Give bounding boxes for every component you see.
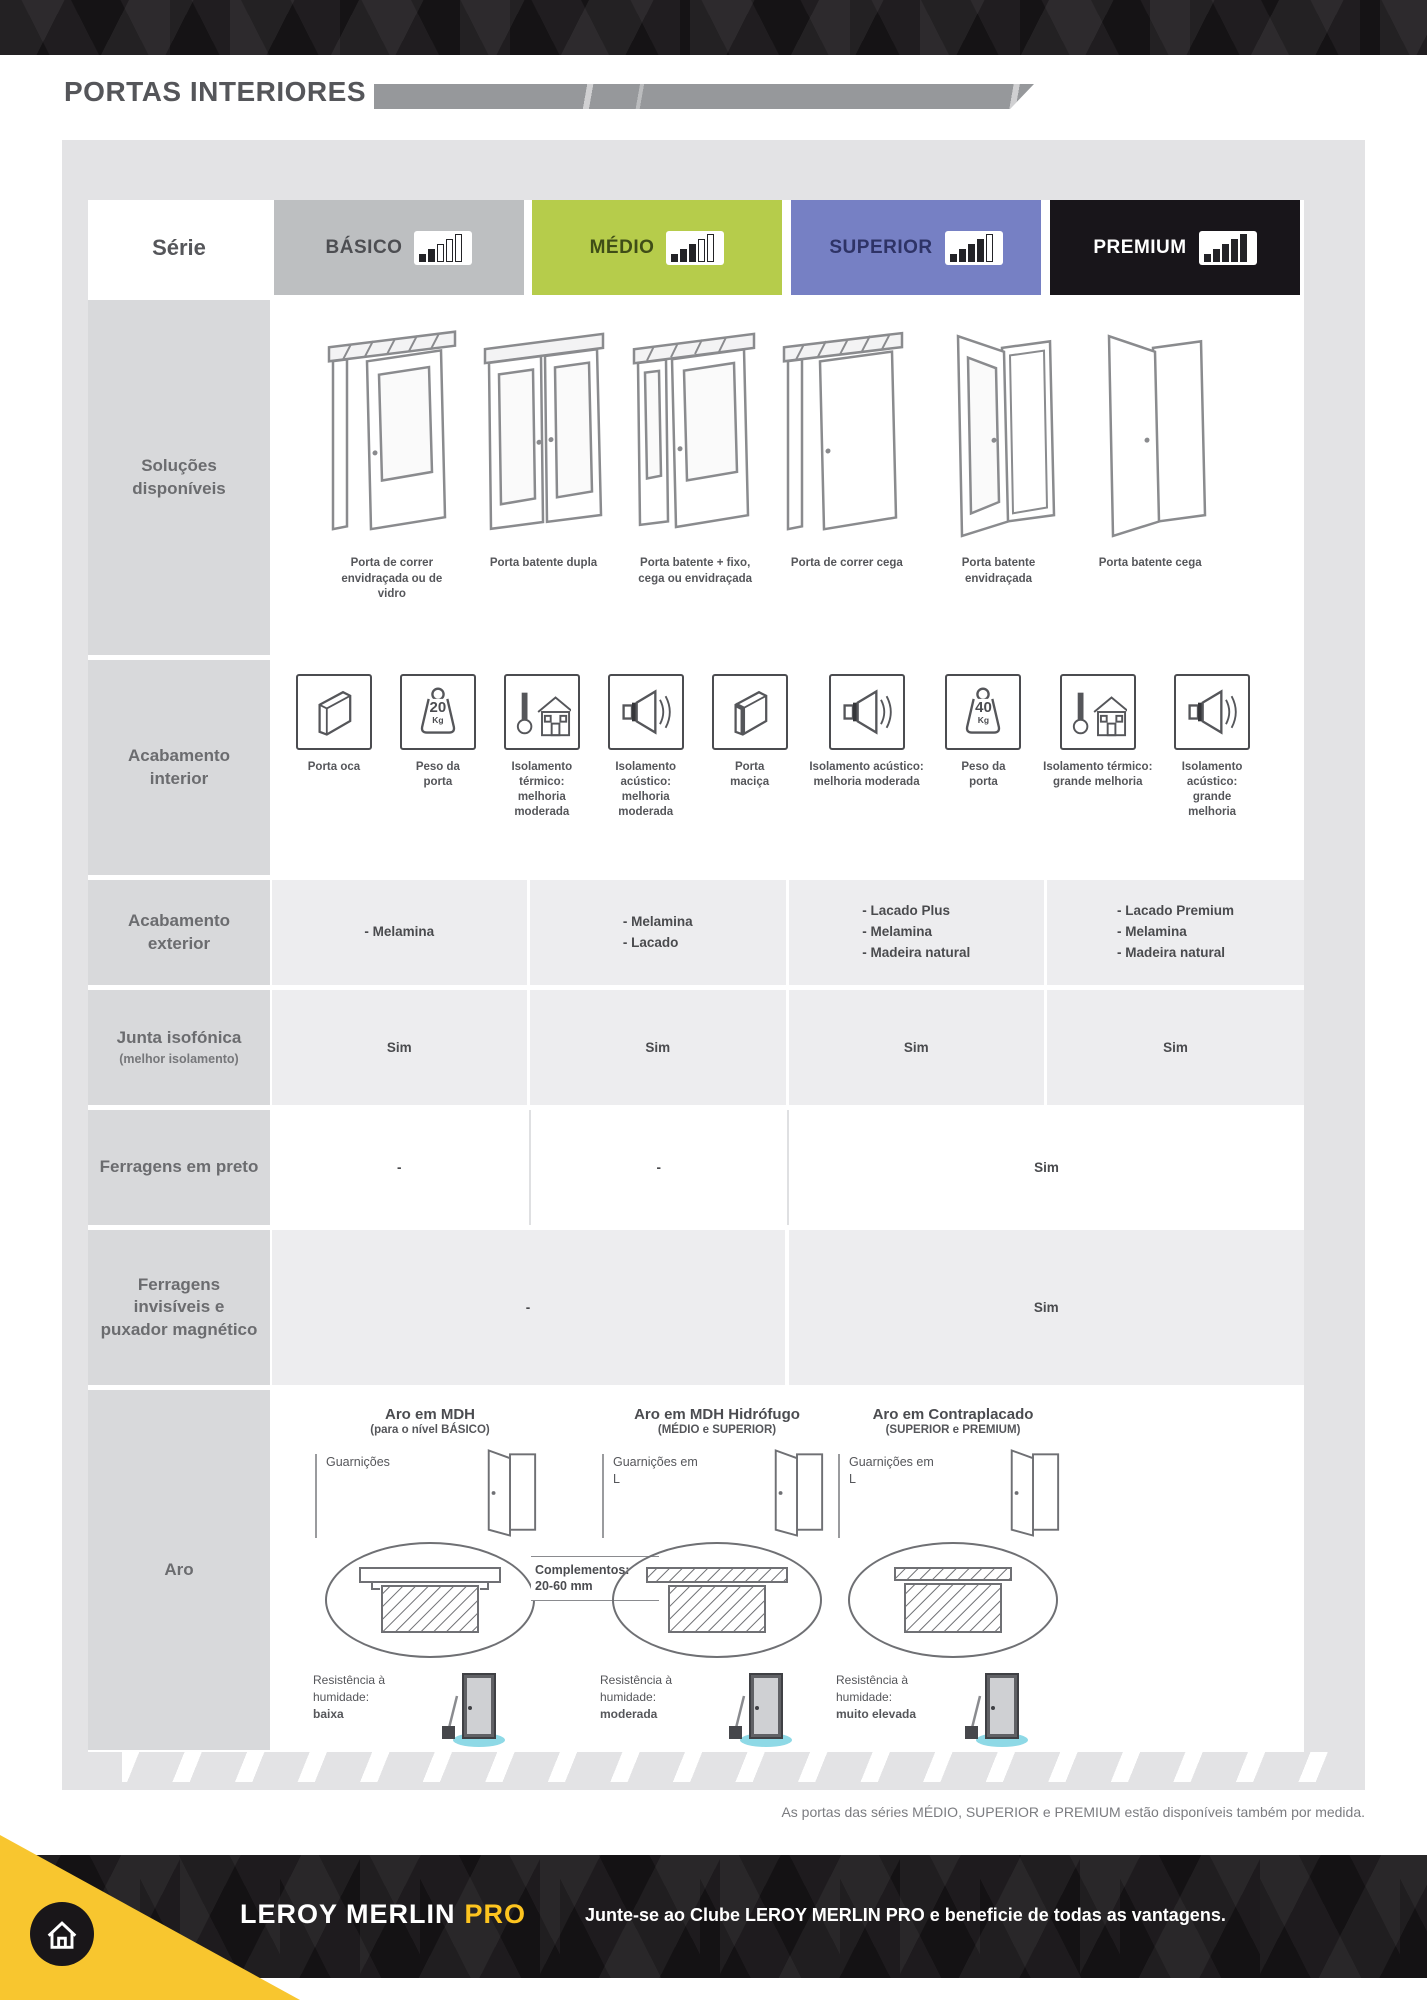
signal-strength-icon bbox=[414, 231, 472, 265]
resistencia-label: Resistência à humidade: bbox=[836, 1673, 909, 1704]
exterior-cell-superior bbox=[789, 880, 1045, 985]
interior-feature-item bbox=[698, 674, 802, 875]
brand-text: LEROY MERLIN bbox=[240, 1899, 456, 1929]
interior-caption: Peso da porta bbox=[415, 761, 460, 788]
row-label-acabamento-interior: Acabamento interior bbox=[88, 660, 270, 875]
thermal-insulation-icon bbox=[504, 674, 580, 750]
interior-feature-item bbox=[594, 674, 698, 875]
interior-feature-item bbox=[1160, 674, 1264, 875]
door-section-hollow-icon bbox=[296, 674, 372, 750]
acoustic-insulation-icon bbox=[829, 674, 905, 750]
interior-feature-item bbox=[490, 674, 594, 875]
leader-line bbox=[838, 1454, 840, 1538]
footnote: As portas das séries MÉDIO, SUPERIOR e PREMIUM estão disponíveis também por medida. bbox=[781, 1804, 1365, 1820]
exterior-line: - Madeira natural bbox=[862, 944, 971, 960]
interior-feature-item bbox=[282, 674, 386, 875]
leader-line bbox=[315, 1454, 317, 1538]
interior-caption: Peso da porta bbox=[961, 761, 1006, 788]
comparison-table bbox=[62, 140, 1365, 1790]
resistencia-value: baixa bbox=[313, 1706, 344, 1721]
series-name: PREMIUM bbox=[1093, 236, 1187, 258]
exterior-line: - Melamina bbox=[862, 924, 933, 940]
guarnicoes-label: Guarnições bbox=[326, 1455, 390, 1469]
exterior-cell-premium bbox=[1047, 880, 1304, 985]
guarnicoes-row bbox=[582, 1446, 852, 1542]
resistencia-row bbox=[582, 1672, 852, 1750]
guarnicoes-row bbox=[295, 1446, 565, 1542]
footer-tagline: Junte-se ao Clube LEROY MERLIN PRO e beneficie de todas as vantagens. bbox=[585, 1905, 1226, 1925]
top-pattern-bar bbox=[0, 0, 1427, 55]
row-label-aro: Aro bbox=[88, 1390, 270, 1750]
resistencia-text bbox=[836, 1672, 944, 1722]
resistencia-text bbox=[600, 1672, 708, 1722]
resistencia-row bbox=[295, 1672, 565, 1750]
exterior-line: - Lacado bbox=[622, 934, 679, 950]
weight-value: 40 Kg bbox=[975, 699, 992, 725]
weight-icon bbox=[945, 674, 1021, 750]
house-icon bbox=[42, 1914, 82, 1954]
interior-caption: Isolamento térmico: melhoria moderada bbox=[511, 761, 573, 818]
home-logo-badge bbox=[30, 1902, 94, 1966]
series-name: SUPERIOR bbox=[829, 236, 933, 258]
door-hinged-blind-illustration bbox=[1075, 318, 1225, 544]
ferragens-preto-cell-basico: - bbox=[270, 1110, 529, 1225]
leader-line bbox=[602, 1454, 604, 1538]
humidity-door-icon bbox=[722, 1666, 794, 1750]
interior-feature-item bbox=[1035, 674, 1160, 875]
resistencia-text bbox=[313, 1672, 421, 1722]
humidity-door-icon bbox=[435, 1666, 507, 1750]
signal-strength-icon bbox=[666, 231, 724, 265]
title-decoration-bar bbox=[374, 84, 1034, 109]
exterior-line: - Madeira natural bbox=[1116, 944, 1226, 960]
door-solution-item bbox=[468, 322, 620, 572]
junta-cell-superior: Sim bbox=[789, 990, 1045, 1105]
decorative-stripes bbox=[122, 1752, 1340, 1782]
junta-label: Junta isofónica bbox=[116, 1028, 242, 1048]
row-label-ferragens-preto: Ferragens em preto bbox=[88, 1110, 270, 1225]
exterior-line: - Melamina bbox=[1116, 924, 1187, 940]
ferragens-invisiveis-cell-superior-premium: Sim bbox=[789, 1230, 1305, 1385]
interior-caption: Isolamento acústico: grande melhoria bbox=[1181, 761, 1243, 818]
diagram-title: Aro em MDH bbox=[384, 1406, 475, 1423]
signal-strength-icon bbox=[945, 231, 1003, 265]
aro-row bbox=[270, 1390, 1304, 1750]
door-sliding-blind-illustration bbox=[772, 318, 922, 544]
weight-icon bbox=[400, 674, 476, 750]
signal-strength-icon bbox=[1199, 231, 1257, 265]
frame-section-detail bbox=[612, 1542, 822, 1658]
serie-label: Série bbox=[152, 234, 206, 260]
exterior-line: - Lacado Premium bbox=[1116, 903, 1235, 919]
series-header-premium bbox=[1050, 200, 1300, 295]
open-door-icon bbox=[481, 1446, 539, 1540]
frame-section-detail bbox=[325, 1542, 535, 1658]
ferragens-invisiveis-cell-basico-medio: - bbox=[272, 1230, 785, 1385]
row-label-ferragens-invisiveis: Ferragens invisíveis e puxador magnético bbox=[88, 1230, 270, 1385]
resistencia-row bbox=[818, 1672, 1088, 1750]
interior-feature-item bbox=[386, 674, 490, 875]
series-header-basico bbox=[274, 200, 524, 295]
brand-accent-text: PRO bbox=[464, 1899, 527, 1929]
thermal-insulation-icon bbox=[1060, 674, 1136, 750]
diagram-subtitle: (SUPERIOR e PREMIUM) bbox=[885, 1424, 1021, 1436]
solucoes-row bbox=[270, 300, 1304, 655]
humidity-door-icon bbox=[958, 1666, 1030, 1750]
series-header-medio bbox=[532, 200, 782, 295]
resistencia-value: muito elevada bbox=[836, 1706, 917, 1721]
acoustic-insulation-icon bbox=[1174, 674, 1250, 750]
open-door-icon bbox=[1004, 1446, 1062, 1540]
door-section-solid-icon bbox=[712, 674, 788, 750]
frame-profile-drawing bbox=[639, 1560, 795, 1640]
series-header-superior bbox=[791, 200, 1041, 295]
row-label-acabamento-exterior: Acabamento exterior bbox=[88, 880, 270, 985]
exterior-cell-medio bbox=[530, 880, 786, 985]
interior-caption: Isolamento acústico: melhoria moderada bbox=[809, 761, 924, 788]
ferragens-preto-cell-superior-premium: Sim bbox=[787, 1110, 1304, 1225]
aro-diagram-mdh-hidrofugo bbox=[582, 1406, 852, 1750]
interior-caption: Porta maciça bbox=[730, 761, 770, 788]
series-name: BÁSICO bbox=[325, 236, 403, 258]
door-fixed-plus-door-illustration bbox=[620, 318, 770, 544]
door-solution-item bbox=[771, 322, 923, 572]
diagram-subtitle: (MÉDIO e SUPERIOR) bbox=[657, 1424, 777, 1436]
door-caption: Porta de correr envidraçada ou de vidro bbox=[341, 557, 443, 601]
door-solution-item bbox=[619, 322, 771, 587]
exterior-cell-basico bbox=[272, 880, 528, 985]
door-solution-item bbox=[923, 322, 1075, 587]
resistencia-label: Resistência à humidade: bbox=[313, 1673, 386, 1704]
serie-header-cell bbox=[88, 200, 270, 295]
door-hinged-glazed-illustration bbox=[924, 318, 1074, 544]
frame-profile-drawing bbox=[352, 1560, 508, 1640]
junta-cell-premium: Sim bbox=[1047, 990, 1304, 1105]
row-label-solucoes: Soluções disponíveis bbox=[88, 300, 270, 655]
door-caption: Porta de correr cega bbox=[790, 557, 903, 569]
junta-cell-medio: Sim bbox=[530, 990, 786, 1105]
frame-section-detail bbox=[848, 1542, 1058, 1658]
interior-caption: Porta oca bbox=[307, 761, 361, 773]
leroy-merlin-pro-logo bbox=[240, 1899, 526, 1930]
resistencia-label: Resistência à humidade: bbox=[600, 1673, 673, 1704]
interior-caption: Isolamento térmico: grande melhoria bbox=[1043, 761, 1153, 788]
interior-caption: Isolamento acústico: melhoria moderada bbox=[615, 761, 677, 818]
acabamento-interior-row bbox=[270, 660, 1304, 875]
guarnicoes-label: Guarnições em L bbox=[849, 1455, 934, 1486]
interior-feature-item bbox=[802, 674, 932, 875]
exterior-line: - Lacado Plus bbox=[862, 903, 951, 919]
diagram-title: Aro em MDH Hidrófugo bbox=[634, 1406, 800, 1423]
exterior-line: - Melamina bbox=[622, 913, 693, 929]
complementos-value: 20-60 mm bbox=[535, 1579, 593, 1594]
door-sliding-glazed-illustration bbox=[317, 318, 467, 544]
door-solution-item bbox=[1074, 322, 1226, 572]
interior-feature-item bbox=[932, 674, 1036, 875]
complementos-label: Complementos: bbox=[535, 1563, 630, 1577]
frame-profile-drawing bbox=[875, 1560, 1031, 1640]
resistencia-value: moderada bbox=[600, 1706, 658, 1721]
guarnicoes-row bbox=[818, 1446, 1088, 1542]
page-title: PORTAS INTERIORES bbox=[64, 76, 367, 107]
aro-diagram-contraplacado bbox=[818, 1406, 1088, 1750]
row-label-junta bbox=[88, 990, 270, 1105]
door-caption: Porta batente dupla bbox=[489, 557, 598, 569]
guarnicoes-label: Guarnições em L bbox=[613, 1455, 698, 1486]
weight-value: 20 Kg bbox=[429, 699, 447, 725]
door-caption: Porta batente cega bbox=[1098, 557, 1202, 569]
ferragens-preto-cell-medio: - bbox=[529, 1110, 788, 1225]
junta-sublabel: (melhor isolamento) bbox=[119, 1052, 239, 1067]
door-double-illustration bbox=[469, 318, 619, 544]
acoustic-insulation-icon bbox=[608, 674, 684, 750]
diagram-title: Aro em Contraplacado bbox=[872, 1406, 1034, 1423]
series-name: MÉDIO bbox=[589, 236, 655, 258]
exterior-line: - Melamina bbox=[364, 924, 435, 940]
diagram-subtitle: (para o nível BÁSICO) bbox=[370, 1424, 490, 1436]
door-caption: Porta batente envidraçada bbox=[961, 557, 1036, 585]
door-solution-item bbox=[316, 322, 468, 603]
door-caption: Porta batente + fixo, cega ou envidraçada bbox=[638, 557, 753, 585]
junta-cell-basico: Sim bbox=[272, 990, 528, 1105]
